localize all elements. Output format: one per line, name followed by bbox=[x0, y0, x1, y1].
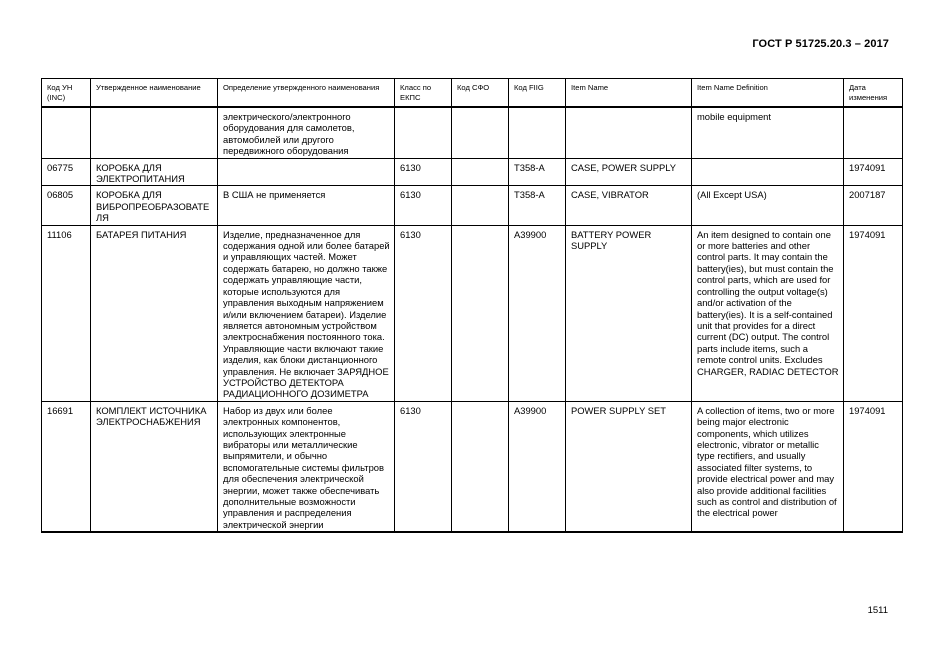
table-row bbox=[42, 186, 903, 225]
col-header-definition: Определение утвержденного наименования bbox=[218, 79, 395, 108]
cell-ekps-class: 6130 bbox=[395, 401, 452, 532]
cell-sfo-code bbox=[452, 225, 509, 401]
col-header-inc: Код УН (INC) bbox=[42, 79, 91, 108]
col-header-approved-name: Утвержденное наименование bbox=[91, 79, 218, 108]
cell-sfo-code bbox=[452, 107, 509, 158]
cell-definition: электрического/электронного оборудования для самолетов, автомобилей или другого передвижного оборудования bbox=[218, 107, 395, 158]
cell-item-name: POWER SUPPLY SET bbox=[566, 401, 692, 532]
cell-change-date: 1974091 bbox=[844, 401, 903, 532]
cell-ekps-class: 6130 bbox=[395, 186, 452, 225]
table-row bbox=[42, 158, 903, 186]
cell-approved-name: КОМПЛЕКТ ИСТОЧНИКА ЭЛЕКТРОСНАБЖЕНИЯ bbox=[91, 401, 218, 532]
col-header-sfo-code: Код СФО bbox=[452, 79, 509, 108]
cell-change-date: 2007187 bbox=[844, 186, 903, 225]
col-header-fiig-code: Код FIIG bbox=[509, 79, 566, 108]
cell-definition: В США не применяется bbox=[218, 186, 395, 225]
cell-inc: 06805 bbox=[42, 186, 91, 225]
cell-ekps-class bbox=[395, 107, 452, 158]
document-standard-header: ГОСТ Р 51725.20.3 – 2017 bbox=[752, 38, 889, 50]
page-number: 1511 bbox=[867, 605, 888, 616]
cell-change-date: 1974091 bbox=[844, 158, 903, 186]
cell-item-name-definition bbox=[692, 158, 844, 186]
cell-item-name: CASE, VIBRATOR bbox=[566, 186, 692, 225]
cell-item-name-definition: mobile equipment bbox=[692, 107, 844, 158]
cell-item-name-definition: (All Except USA) bbox=[692, 186, 844, 225]
cell-inc bbox=[42, 107, 91, 158]
cell-sfo-code bbox=[452, 186, 509, 225]
cell-change-date bbox=[844, 107, 903, 158]
cell-fiig-code: A39900 bbox=[509, 225, 566, 401]
col-header-ekps-class: Класс по ЕКПС bbox=[395, 79, 452, 108]
cell-sfo-code bbox=[452, 401, 509, 532]
cell-approved-name: БАТАРЕЯ ПИТАНИЯ bbox=[91, 225, 218, 401]
cell-sfo-code bbox=[452, 158, 509, 186]
cell-inc: 11106 bbox=[42, 225, 91, 401]
cell-change-date: 1974091 bbox=[844, 225, 903, 401]
cell-fiig-code: T358-A bbox=[509, 186, 566, 225]
cell-approved-name: КОРОБКА ДЛЯ ЭЛЕКТРОПИТАНИЯ bbox=[91, 158, 218, 186]
table-header-row bbox=[42, 79, 903, 108]
cell-item-name: CASE, POWER SUPPLY bbox=[566, 158, 692, 186]
table-row bbox=[42, 225, 903, 401]
cell-item-name bbox=[566, 107, 692, 158]
cell-definition: Изделие, предназначенное для содержания одной или более батарей и управляющих частей. Может содержать батарею, но должно также содержать управляющие части, которые используются для управления выходным напряжением и/или включением батареи). Изделие является автономным устройством электроснабжения постоянного тока. Управляющие части включают такие изделия, как блоки дистанционного управления. Не включает ЗАРЯДНОЕ УСТРОЙСТВО ДЕТЕКТОРА РАДИАЦИОННОГО ДОЗИМЕТРА bbox=[218, 225, 395, 401]
cell-inc: 16691 bbox=[42, 401, 91, 532]
cell-approved-name: КОРОБКА ДЛЯ ВИБРОПРЕОБРАЗОВАТЕЛЯ bbox=[91, 186, 218, 225]
item-name-table bbox=[41, 78, 903, 533]
cell-approved-name bbox=[91, 107, 218, 158]
cell-fiig-code: T358-A bbox=[509, 158, 566, 186]
cell-definition: Набор из двух или более электронных компонентов, использующих электронные вибраторы или металлические выпрямители, и обычно вспомогательные системы фильтров для обеспечения электрической энергии, может также обеспечивать дополнительные возможности управления и распределения электрической энергии bbox=[218, 401, 395, 532]
cell-ekps-class: 6130 bbox=[395, 225, 452, 401]
table-row bbox=[42, 107, 903, 158]
cell-ekps-class: 6130 bbox=[395, 158, 452, 186]
cell-item-name: BATTERY POWER SUPPLY bbox=[566, 225, 692, 401]
col-header-item-name-definition: Item Name Definition bbox=[692, 79, 844, 108]
cell-inc: 06775 bbox=[42, 158, 91, 186]
cell-item-name-definition: An item designed to contain one or more batteries and other control parts. It may contain the battery(ies), but must contain the control parts, which are used for controlling the output voltage(s) and/or activation of the battery(ies). It is a self-contained unit that provides for a direct current (DC) output. The control parts include items, such a remote control units. Excludes CHARGER, RADIAC DETECTOR bbox=[692, 225, 844, 401]
cell-fiig-code: A39900 bbox=[509, 401, 566, 532]
cell-definition bbox=[218, 158, 395, 186]
col-header-change-date: Дата изменения bbox=[844, 79, 903, 108]
cell-fiig-code bbox=[509, 107, 566, 158]
col-header-item-name: Item Name bbox=[566, 79, 692, 108]
cell-item-name-definition: A collection of items, two or more being major electronic components, which utilizes electronic, vibrator or metallic type rectifiers, and usually associated filter systems, to provide electrical power and may also provide additional facilities such as control and distribution of the electrical power bbox=[692, 401, 844, 532]
table-row bbox=[42, 401, 903, 532]
